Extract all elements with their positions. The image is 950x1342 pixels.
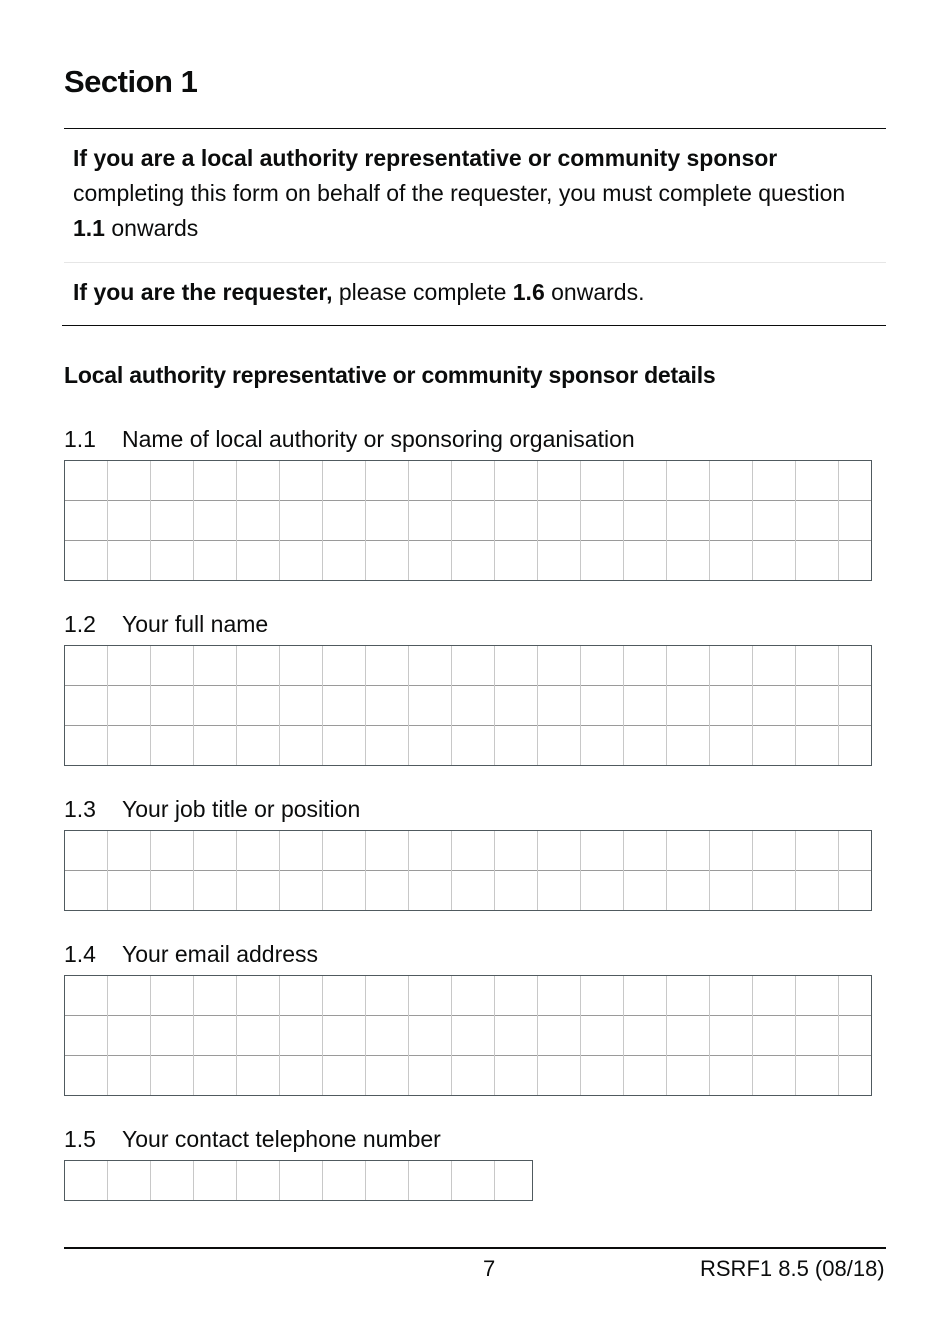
question-text: Name of local authority or sponsoring organisation — [122, 426, 635, 452]
question-text: Your job title or position — [122, 796, 361, 822]
intro-top-rule — [64, 128, 886, 129]
intro-bottom-rule — [62, 325, 886, 326]
full-name-field[interactable] — [64, 645, 872, 766]
question-number: 1.4 — [64, 941, 96, 967]
intro-local-authority — [73, 141, 873, 246]
email-address-input[interactable] — [65, 976, 871, 1095]
organisation-name-input[interactable] — [65, 461, 871, 580]
telephone-number-field[interactable] — [64, 1160, 533, 1201]
question-text: Your contact telephone number — [122, 1126, 441, 1152]
intro-requester-bold: If you are the requester, — [73, 279, 333, 305]
question-1-1-label — [64, 426, 635, 453]
question-text: Your email address — [122, 941, 319, 967]
question-1-3-label — [64, 796, 360, 823]
full-name-input[interactable] — [65, 646, 871, 765]
question-number: 1.1 — [64, 426, 96, 452]
intro-question-ref-1-1: 1.1 — [73, 215, 105, 241]
intro-requester — [73, 275, 873, 310]
form-reference: RSRF1 8.5 (08/18) — [700, 1256, 885, 1281]
email-address-field[interactable] — [64, 975, 872, 1096]
intro-question-ref-1-6: 1.6 — [512, 279, 545, 305]
intro-divider — [64, 262, 886, 263]
question-1-4-label — [64, 941, 318, 968]
intro-local-authority-text: completing this form on behalf of the requester, you must complete question — [73, 180, 846, 206]
intro-local-authority-tail: onwards — [104, 215, 199, 241]
job-title-input[interactable] — [65, 831, 871, 910]
footer-rule — [64, 1247, 886, 1249]
job-title-field[interactable] — [64, 830, 872, 911]
question-1-5-label — [64, 1126, 441, 1153]
question-number: 1.3 — [64, 796, 96, 822]
intro-local-authority-bold: If you are a local authority representative or community sponsor — [73, 145, 778, 171]
question-number: 1.2 — [64, 611, 96, 637]
telephone-number-input[interactable] — [65, 1161, 532, 1200]
intro-requester-tail: onwards. — [544, 279, 645, 305]
question-1-2-label — [64, 611, 268, 638]
intro-requester-text: please complete — [332, 279, 513, 305]
question-number: 1.5 — [64, 1126, 96, 1152]
page-number: 7 — [483, 1256, 496, 1281]
details-subheading: Local authority representative or community sponsor details — [64, 362, 716, 388]
question-text: Your full name — [122, 611, 269, 637]
organisation-name-field[interactable] — [64, 460, 872, 581]
section-title: Section 1 — [64, 64, 198, 99]
